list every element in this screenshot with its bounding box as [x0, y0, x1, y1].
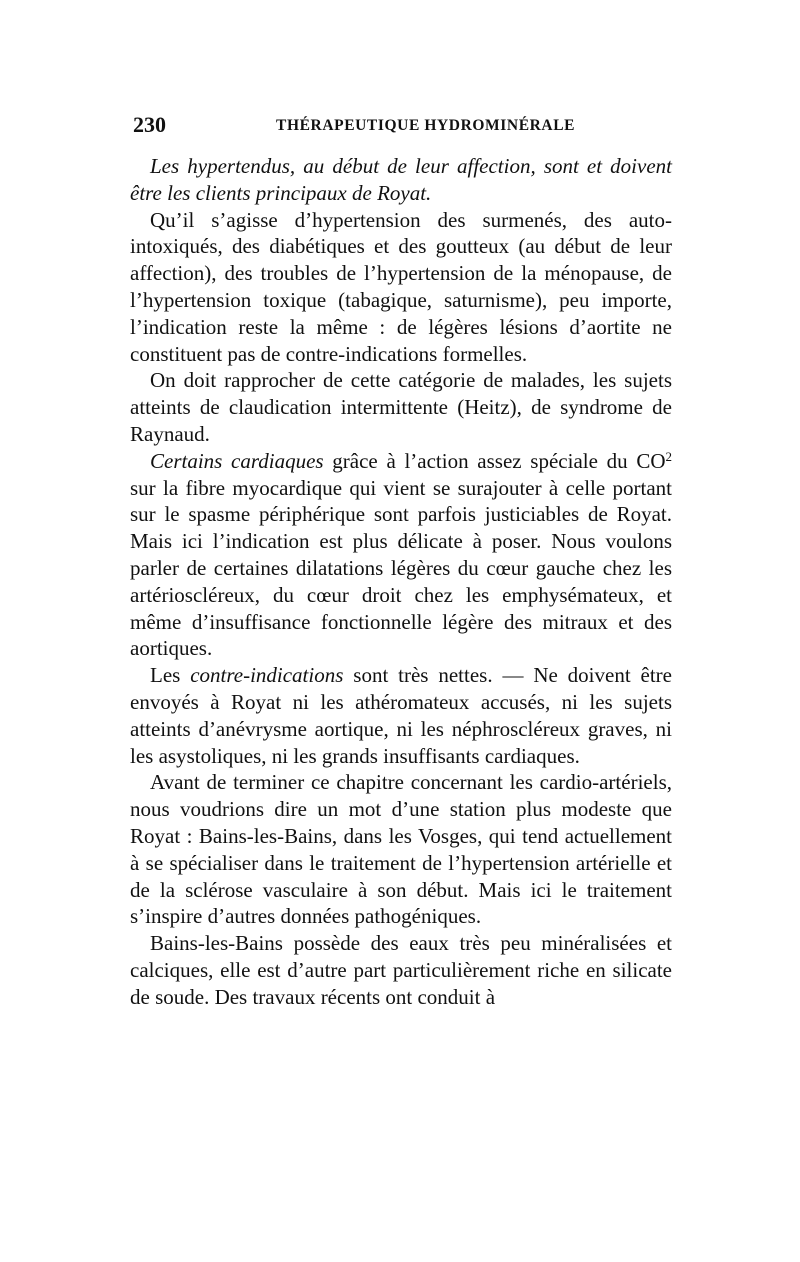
paragraph-contre-indications: Les contre-indications sont très nettes. — Ne doivent être envoyés à Royat ni les athéromateux accusés, ni les sujets atteints d’anévrysme aortique, ni les néphroscléreux graves, ni les asystoliques, ni les grands insuffisants cardiaques. [130, 663, 672, 768]
body-text [130, 153, 672, 1011]
italic-lead: Les hypertendus, au début de leur affection, sont et doivent être les clients principaux de Royat. [130, 154, 672, 205]
superscript: 2 [665, 448, 672, 464]
running-head: THÉRAPEUTIQUE HYDROMINÉRALE [276, 117, 576, 134]
paragraph-bains-les-bains: Bains-les-Bains possède des eaux très peu minéralisées et calciques, elle est d’autre part particulièrement riche en silicate de soude. Des travaux récents ont conduit à [130, 931, 672, 1009]
paragraph-cardiaques: Certains cardiaques grâce à l’action assez spéciale du $CO^2$ sur la fibre myocardique qui vient se surajouter à celle portant sur le spasme périphérique sont parfois justiciables de Royat. Mais ici l’indication est plus délicate à poser. Nous voulons parler de certaines dilatations légères du cœur gauche chez les artérioscléreux, du cœur droit chez les emphysémateux, et même d’insuffisance fonctionnelle légère des mitraux et des aortiques. [130, 448, 672, 661]
paragraph-bains-les-bains-intro: Avant de terminer ce chapitre concernant les cardio-artériels, nous voudrions dire un mot d’une station plus modeste que Royat : Bains-les-Bains, dans les Vosges, qui tend actuellement à se spécialiser dans le traitement de l’hypertension artérielle et de la sclérose vasculaire à son début. Mais ici le traitement s’inspire d’autres données pathogéniques. [130, 770, 672, 929]
paragraph-claudication: On doit rapprocher de cette catégorie de malades, les sujets atteints de claudication intermittente (Heitz), de syndrome de Raynaud. [130, 368, 672, 446]
italic-term: contre-indications [190, 663, 344, 688]
paragraph-hypertendus [130, 153, 672, 207]
paragraph-indications: Qu’il s’agisse d’hypertension des surmenés, des auto-intoxiqués, des diabétiques et des goutteux (au début de leur affection), des troubles de l’hypertension de la ménopause, de l’hypertension toxique (tabagique, saturnisme), peu importe, l’indication reste la même : de légères lésions d’aortite ne constituent pas de contre-indications formelles. [130, 207, 672, 366]
italic-lead: Certains cardiaques [150, 448, 324, 473]
page-number: 230 [133, 112, 166, 137]
page-header [133, 110, 681, 140]
